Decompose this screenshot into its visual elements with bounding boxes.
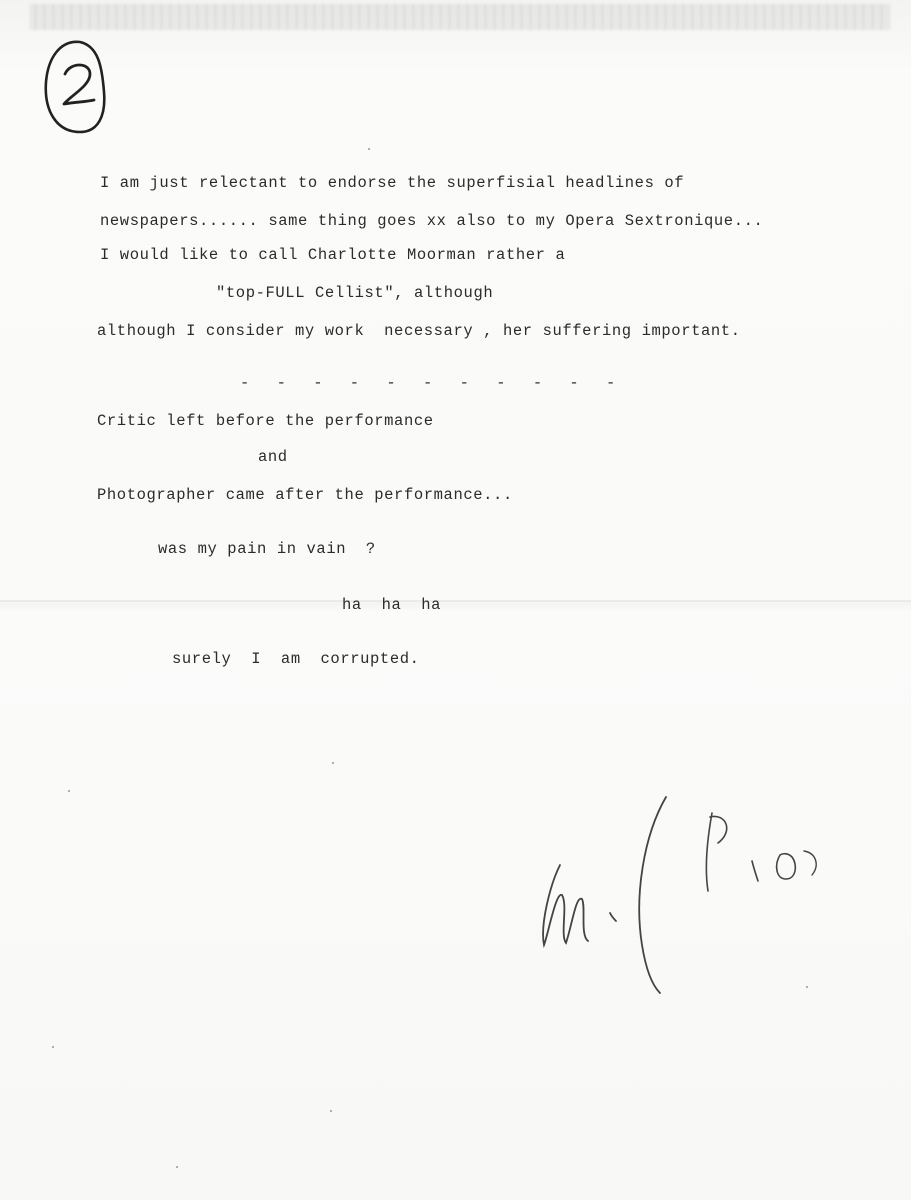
text-line-2: newspapers...... same thing goes xx also to my Opera Sextronique...	[100, 212, 764, 230]
scan-speck	[332, 762, 334, 764]
scan-speck	[330, 1110, 332, 1112]
text-line-ha: ha ha ha	[342, 596, 442, 614]
text-line-critic: Critic left before the performance	[97, 412, 434, 430]
scan-speck	[176, 1166, 178, 1168]
text-line-and: and	[258, 448, 288, 466]
scan-speck	[68, 790, 70, 792]
text-line-pain: was my pain in vain ?	[158, 540, 376, 558]
scan-edge-smudge	[30, 4, 890, 30]
text-line-3: I would like to call Charlotte Moorman rather a	[100, 246, 566, 264]
handwritten-page-number	[40, 36, 110, 136]
text-line-4: "top-FULL Cellist", although	[216, 284, 494, 302]
text-line-1: I am just relectant to endorse the superfisial headlines of	[100, 174, 685, 192]
handwritten-signature	[530, 795, 830, 1005]
scan-speck	[52, 1046, 54, 1048]
paper-fold-line	[0, 600, 911, 602]
scan-speck	[368, 148, 370, 150]
dash-separator: - - - - - - - - - - -	[240, 374, 625, 392]
scan-speck	[806, 986, 808, 988]
text-line-corrupted: surely I am corrupted.	[172, 650, 420, 668]
text-line-photographer: Photographer came after the performance...	[97, 486, 513, 504]
text-line-5: although I consider my work necessary , her suffering important.	[97, 322, 741, 340]
